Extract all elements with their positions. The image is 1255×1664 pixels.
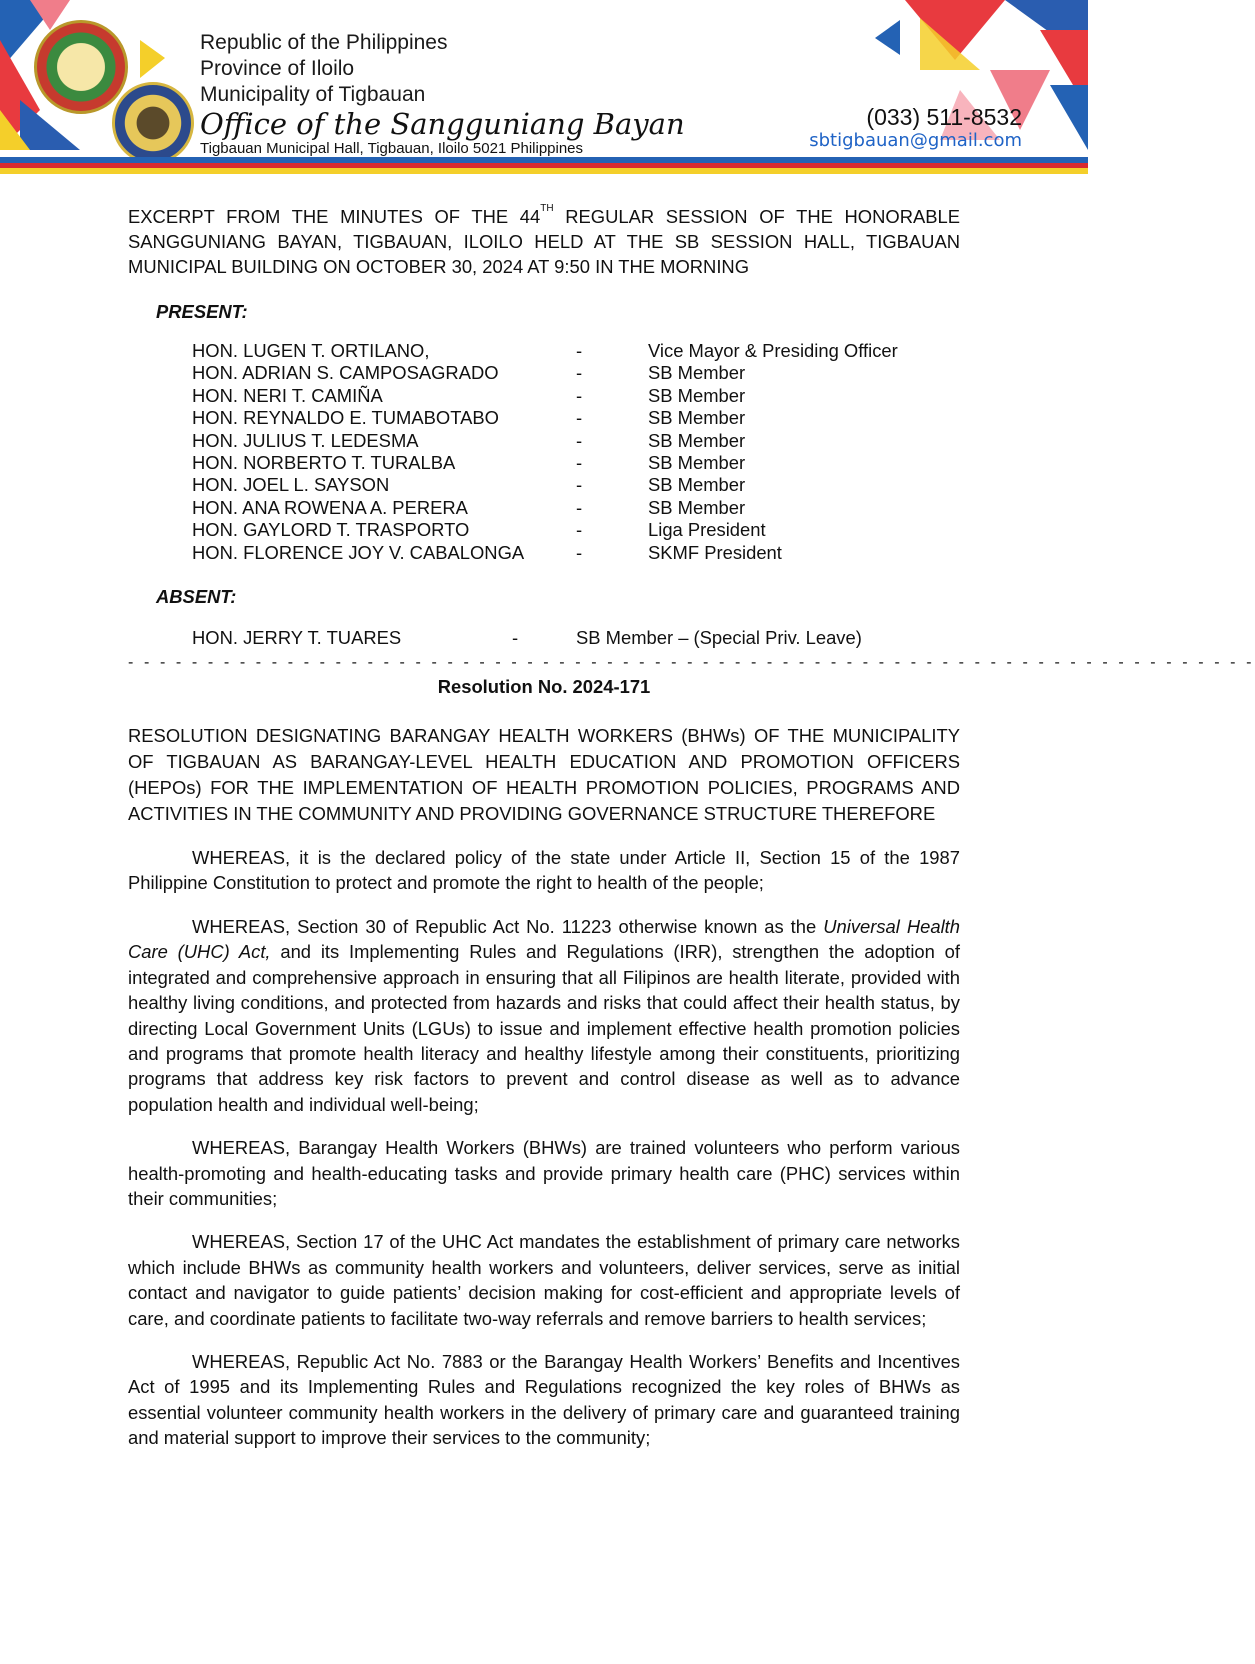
roster-row: HON. GAYLORD T. TRASPORTO - Liga President [192, 519, 766, 541]
absent-member-row: HON. JERRY T. TUARES - SB Member – (Special Priv. Leave) [192, 627, 862, 649]
roster-row: HON. NORBERTO T. TURALBA - SB Member [192, 452, 746, 474]
phone-number: (033) 511-8532 [866, 104, 1022, 130]
office-address: Tigbauan Municipal Hall, Tigbauan, Iloilo 5021 Philippines [200, 140, 584, 157]
resolution-title: RESOLUTION DESIGNATING BARANGAY HEALTH WORKERS (BHWs) OF THE MUNICIPALITY OF TIGBAUAN AS BARANGAY-LEVEL HEALTH EDUCATION AND PROMOTION OFFICERS (HEPOs) FOR THE IMPLEMENTATION OF HEALTH PROMOTION POLICIES, PROGRAMS AND ACTIVITIES IN THE COMMUNITY AND PROVIDING GOVERNANCE STRUCTURE THEREFORE [128, 725, 960, 825]
absent-label: ABSENT: [156, 586, 237, 608]
roster-row: HON. JULIUS T. LEDESMA - SB Member [192, 429, 746, 451]
municipality-seal-logo [34, 20, 128, 114]
sangguniang-bayan-seal-logo [112, 82, 194, 164]
email-address: sbtigbauan@gmail.com [809, 130, 1022, 151]
letterhead-text [200, 30, 685, 158]
roster-row: HON. REYNALDO E. TUMABOTABO - SB Member [192, 407, 746, 429]
roster-row: HON. ADRIAN S. CAMPOSAGRADO - SB Member [192, 362, 746, 384]
roster-row: HON. NERI T. CAMIÑA - SB Member [192, 384, 746, 406]
minutes-excerpt-heading: EXCERPT FROM THE MINUTES OF THE 44TH REGULAR SESSION OF THE HONORABLE SANGGUNIANG BAYAN, TIGBAUAN, ILOILO HELD AT THE SB SESSION HALL, TIGBAUAN MUNICIPAL BUILDING ON OCTOBER 30, 2024 AT 9:50 IN THE MORNING [128, 203, 960, 277]
present-roster [192, 340, 960, 564]
roster-row: HON. ANA ROWENA A. PERERA - SB Member [192, 496, 746, 518]
dashed-divider: - - - - - - - - - - - - - - - - - - - - - - - - - - - - - - - - - - - - - - - - - - - - - - - - - - - - - - - - - - - - - - - - - - - - - - - [128, 654, 1255, 672]
present-label: PRESENT: [156, 301, 248, 322]
roster-row: HON. FLORENCE JOY V. CABALONGA - SKMF President [192, 541, 782, 563]
stripe-yellow [0, 168, 1088, 174]
whereas-paragraph: WHEREAS, Section 17 of the UHC Act mandates the establishment of primary care networks which include BHWs as community health workers and volunteers, deliver services, serve as initial contact and navigator to guide patients’ decision making for cost-efficient and appropriate levels of care, and coordinate patients to facilitate two-way referrals and remove barriers to health services; [128, 1231, 960, 1329]
whereas-paragraph: WHEREAS, Barangay Health Workers (BHWs) are trained volunteers who perform various health-promoting and health-educating tasks and provide primary health care (PHC) services within their communities; [128, 1137, 960, 1209]
letterhead [0, 0, 1088, 178]
roster-row: HON. LUGEN T. ORTILANO, - Vice Mayor & Presiding Officer [192, 340, 898, 361]
resolution-number: Resolution No. 2024-171 [437, 676, 651, 698]
whereas-paragraph: WHEREAS, Republic Act No. 7883 or the Barangay Health Workers’ Benefits and Incentives Act of 1995 and its Implementing Rules and Regulations recognized the key roles of BHWs as essential volunteer community health workers in the delivery of primary care and guaranteed training and material support to improve their services to the community; [128, 1350, 960, 1449]
roster-row: HON. JOEL L. SAYSON - SB Member [192, 474, 746, 496]
office-title: Office of the Sangguniang Bayan [200, 107, 685, 141]
whereas-paragraph: WHEREAS, Section 30 of Republic Act No. 11223 otherwise known as the Universal Health Care (UHC) Act, and its Implementing Rules and Regulations (IRR), strengthen the adoption of integrated and comprehensive approach in ensuring that all Filipinos are health literate, provided with healthy living conditions, and protected from hazards and risks that could affect their health status, by directing Local Government Units (LGUs) to issue and implement effective health promotion policies and programs that promote health literacy and healthy lifestyle among their constituents, prioritizing programs that address key risk factors to prevent and control disease as well as to advance population health and individual well-being; [128, 915, 960, 1115]
country-line: Republic of the Philippines [200, 31, 448, 54]
whereas-paragraph: WHEREAS, it is the declared policy of the state under Article II, Section 15 of the 1987 Philippine Constitution to protect and promote the right to health of the people; [128, 847, 960, 894]
document-body [128, 203, 1255, 1451]
municipality-line: Municipality of Tigbauan [200, 83, 426, 106]
province-line: Province of Iloilo [200, 57, 355, 80]
